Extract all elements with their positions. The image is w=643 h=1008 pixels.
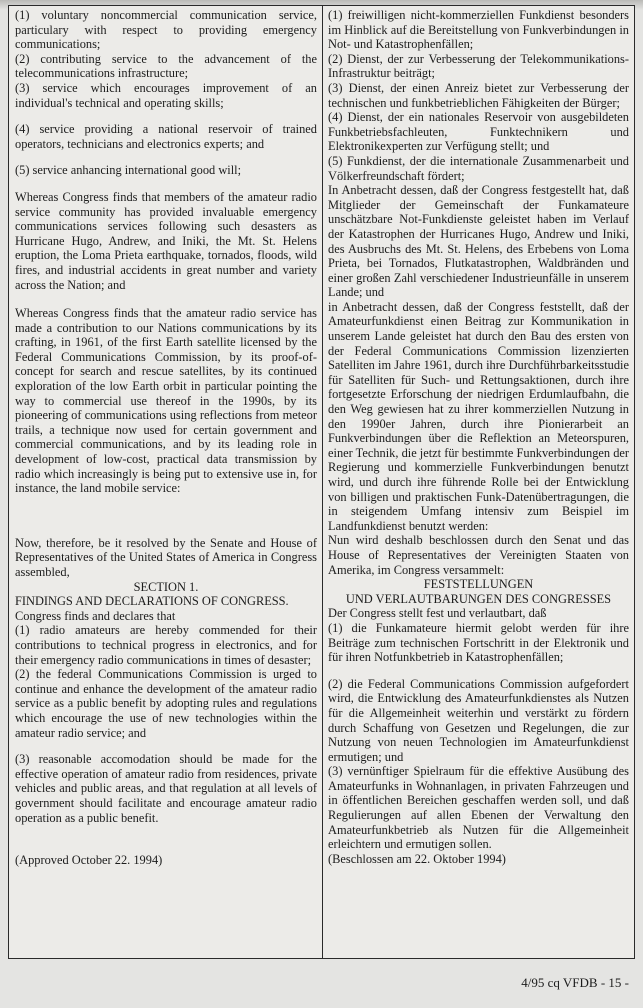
en-paragraph-3: (3) service which encourages improvement of an individual's technical and operating skills; — [15, 80, 317, 110]
de-approved: (Beschlossen am 22. Oktober 1994) — [328, 851, 506, 866]
bilingual-resolution-table — [8, 5, 635, 959]
en-whereas-1: Whereas Congress finds that members of the amateur radio service community has provided invaluable emergency communications services following such desasters as Hurricane Hugo, Andrew, and Iniki, the Mt. St. Helens eruption, the Loma Prieta earthquake, tornados, floods, wild fires, and industrial accidents in great number and variety across the Nation; and — [15, 189, 317, 292]
en-approved: (Approved October 22. 1994) — [15, 853, 163, 868]
en-resolved: Now, therefore, be it resolved by the Senate and House of Representatives of the United States of America in Congress assembled, — [15, 535, 317, 579]
de-whereas-2: in Anbetracht dessen, daß der Congress feststellt, daß der Amateurfunkdienst einen Beitrag zur Kommunikation in unserem Lande geleistet hat durch den Bau des ersten von der Federal Communications Commission lizenzierten Satelliten im Jahre 1961, durch ihre Durchführbarkeitsstudie für Satelliten für Such- und Rettungsaktionen, durch ihre fortgesetzte Erforschung der niedrigen Erdumlaufbahn, die den Weg gewiesen hat zu ihrer kommerziellen Nutzung in den 1990er Jahren, durch ihre Pionierarbeit an Funkverbindungen über die Reflektion an Meteorspuren, einer Technik, die jetzt für bestimmte Funkverbindungen der Regierung und kommerzielle Funkverbindungen benutzt wird, und durch ihre führende Rolle bei der Entwicklung von billigen und praktischen Funk-Datenübertragungen, die in steigendem Umfang intensiv zum Beispiel im Landfunkdienst benutzt werden: — [328, 299, 630, 533]
en-section-heading: SECTION 1. — [133, 579, 199, 594]
en-finding-3: (3) reasonable accomodation should be made for the effective operation of amateur radio from residences, private vehicles and public areas, and that regulation at all levels of government should facilitate and encourage amateur radio operation as a public benefit. — [15, 752, 317, 825]
en-finding-1: (1) radio amateurs are hereby commended for their contributions to technical progress in electronics, and for their emergency radio communications in times of desaster; — [15, 623, 317, 667]
de-paragraph-5: (5) Funkdienst, der die internationale Zusammenarbeit und Völkerfreundschaft fördert; — [328, 153, 629, 183]
en-findings-heading: FINDINGS AND DECLARATIONS OF CONGRESS. — [15, 594, 289, 609]
en-paragraph-1: (1) voluntary noncommercial communication service, particulary with respect to providing emergency communications; — [15, 8, 317, 52]
en-paragraph-5: (5) service anhancing international good will; — [15, 163, 242, 178]
de-whereas-1: In Anbetracht dessen, daß der Congress festgestellt hat, daß Mitglieder der Gemeinschaft der Funkamateure unschätzbare Not-Funkdienste geleistet haben im Verlauf der Katastrophen der Hurricanes Hugo, Andrew und Iniki, des Ausbruchs des Mt. St. Helens, des Erbebens von Loma Prieta, bei Tornados, Flutkatastrophen, Waldbränden und einer großen Zahl verschiedener Industrieunfälle in unserem Lande; und — [328, 183, 629, 300]
de-findings-heading: UND VERLAUTBARUNGEN DES CONGRESSES — [345, 591, 612, 606]
en-whereas-2: Whereas Congress finds that the amateur radio service has made a contribution to our Nations communications by its crafting, in 1961, of the first Earth satellite licensed by the Federal Communications Commission, by its proof-of-concept for search and rescue satellites, by its continued exploration of the low Earth orbit in particular pointing the way to commercial use thereof in the 1990s, by its pioneering of communications using reflections from meteor trails, a technique now used for certain government and commercial communications, and by its leading role in development of low-cost, practical data transmission by radio which increasingly is being put to extensive use in, for instance, the land mobile service: — [15, 306, 317, 496]
en-finding-2: (2) the federal Communications Commission is urged to continue and enhance the development of the amateur radio service as a public benefit by adopting rules and regulations which encourage the use of new technologies within the amateur radio service; and — [15, 667, 317, 740]
de-finding-2: (2) die Federal Communications Commission aufgefordert wird, die Entwicklung des Amateurfunkdienstes als Nutzen für die Allgemeinheit weiterhin und verstärkt zu fördern durch Schaffung von Gesetzen und Regelungen, die zur Nutzung von neuen Technologien im Amateurfunkdienst ermutigen; und — [328, 676, 629, 764]
english-column — [9, 6, 323, 958]
en-paragraph-4: (4) service providing a national reservoir of trained operators, technicians and electronics experts; and — [15, 122, 317, 151]
de-paragraph-3: (3) Dienst, der einen Anreiz bietet zur Verbesserung der technischen und funkbetrieblichen Fähigkeiten der Bürger; — [328, 80, 629, 110]
de-paragraph-2: (2) Dienst, der zur Verbesserung der Telekommunikations- Infrastruktur beiträgt; — [328, 51, 629, 81]
en-findings-intro: Congress finds and declares that — [15, 608, 176, 623]
en-paragraph-2: (2) contributing service to the advancement of the telecommunications infrastructure; — [15, 51, 317, 81]
de-resolved: Nun wird deshalb beschlossen durch den Senat und das House of Representatives der Vereinigten Staaten von Amerika, im Congress versammelt: — [328, 533, 629, 577]
de-section-heading: FESTSTELLUNGEN — [423, 577, 534, 592]
de-finding-3: (3) vernünftiger Spielraum für die effektive Ausübung des Amateurfunks in Wohnanlagen, in privaten Fahrzeugen und in öffentlichen Bereichen geschaffen werden soll, und daß Regulierungen auf allen Ebenen der Verwaltung den Amateurfunkbetrieb als Nutzen für die Allgemeinheit erleichtern und ermutigen sollen. — [328, 764, 629, 852]
page-reference: 4/95 cq VFDB - 15 - — [521, 975, 629, 990]
de-finding-1: (1) die Funkamateure hiermit gelobt werden für ihre Beiträge zum technischen Fortschritt in der Elektronik und für ihren Notfunkbetrieb in Katastrophenfällen; — [328, 620, 629, 665]
de-paragraph-1: (1) freiwilligen nicht-kommerziellen Funkdienst besonders im Hinblick auf die Bereitstellung von Funkverbindungen in Not- und Katastrophenfällen; — [328, 8, 629, 52]
de-findings-intro: Der Congress stellt fest und verlautbart, daß — [328, 606, 547, 621]
de-paragraph-4: (4) Dienst, der ein nationales Reservoir von ausgebildeten Funkbetriebsfachleuten, Funktechnikern und Elektronikexperten zur Verfügung stellt; und — [328, 110, 629, 154]
german-column — [323, 6, 634, 958]
